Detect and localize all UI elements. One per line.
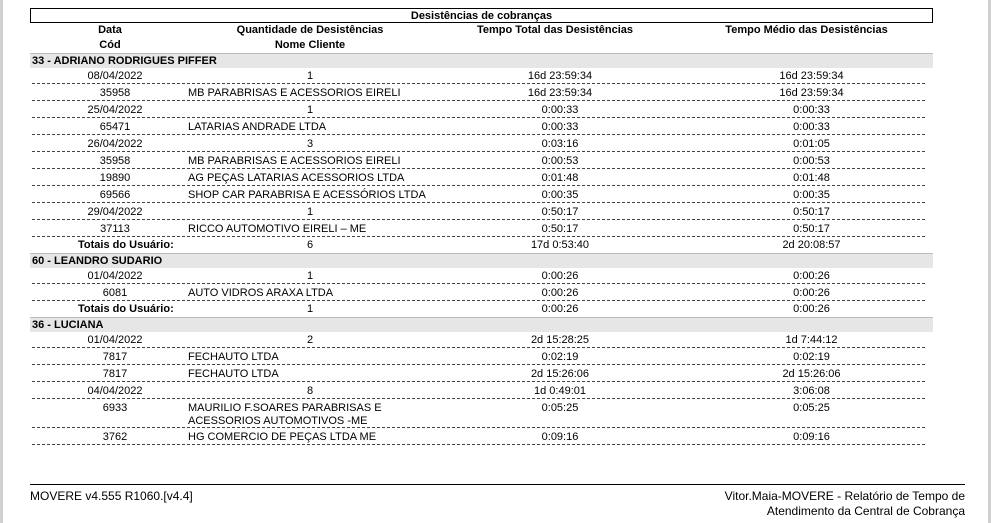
date-summary-row (30, 204, 933, 221)
date-summary-row (30, 383, 933, 400)
client-total-time: 0:00:26 (541, 287, 579, 299)
row-average-time: 0:01:05 (793, 138, 830, 150)
row-average-time: 0:00:33 (793, 104, 830, 116)
client-row (30, 170, 933, 187)
client-total-time: 2d 15:26:06 (530, 368, 590, 380)
row-total-time: 0:00:26 (541, 270, 579, 282)
row-date: 01/04/2022 (87, 334, 143, 346)
user-totals-row (30, 302, 933, 317)
totals-quantity: 1 (306, 303, 314, 315)
row-date: 25/04/2022 (87, 104, 143, 116)
client-name: MAURILIO F.SOARES PARABRISAS E ACESSORIOS AUTOMOTIVOS -ME (188, 402, 382, 427)
client-total-time: 0:09:16 (541, 431, 579, 443)
client-total-time: 0:01:48 (541, 172, 579, 184)
row-average-time: 0:50:17 (793, 206, 830, 218)
header-quantidade: Quantidade de Desistências (236, 24, 384, 36)
client-total-time: 0:02:19 (541, 351, 579, 363)
header-tempo-medio: Tempo Médio das Desistências (725, 24, 888, 36)
row-quantity: 1 (306, 70, 314, 82)
row-average-time: 1d 7:44:12 (785, 334, 838, 346)
client-row (30, 221, 933, 238)
totals-label: Totais do Usuário: (78, 239, 174, 251)
client-name: AUTO VIDROS ARAXA LTDA (188, 287, 334, 299)
row-date: 26/04/2022 (87, 138, 143, 150)
column-header-row-2 (30, 38, 933, 53)
user-group-header: 33 - ADRIANO RODRIGUES PIFFER (30, 53, 933, 68)
row-total-time: 0:00:33 (541, 104, 579, 116)
row-date: 08/04/2022 (87, 70, 143, 82)
client-average-time: 16d 23:59:34 (779, 87, 844, 99)
header-cod: Cód (99, 39, 121, 51)
totals-label: Totais do Usuário: (78, 303, 174, 315)
client-row (30, 85, 933, 102)
client-row (30, 187, 933, 204)
column-header-row-1 (30, 23, 933, 38)
client-average-time: 0:09:16 (793, 431, 830, 443)
client-name: MB PARABRISAS E ACESSORIOS EIRELI (188, 155, 401, 167)
row-total-time: 0:50:17 (541, 206, 579, 218)
client-row (30, 119, 933, 136)
footer-info-line-1: Vitor.Maia-MOVERE - Relatório de Tempo de (724, 489, 965, 503)
client-row (30, 153, 933, 170)
client-average-time: 0:00:33 (793, 121, 830, 133)
row-quantity: 1 (306, 104, 314, 116)
row-average-time: 16d 23:59:34 (779, 70, 844, 82)
row-quantity: 1 (306, 270, 314, 282)
row-date: 04/04/2022 (87, 385, 143, 397)
row-date: 29/04/2022 (87, 206, 143, 218)
client-row (30, 400, 933, 429)
client-average-time: 0:00:26 (793, 287, 830, 299)
client-row (30, 429, 933, 446)
client-row (30, 285, 933, 302)
client-code: 7817 (102, 351, 128, 363)
date-summary-row (30, 268, 933, 285)
header-data: Data (98, 24, 122, 36)
client-total-time: 0:00:53 (541, 155, 579, 167)
client-total-time: 0:50:17 (541, 223, 579, 235)
client-code: 65471 (99, 121, 131, 133)
footer-info-line-2: Atendimento da Central de Cobrança (766, 504, 965, 518)
user-group-header: 60 - LEANDRO SUDARIO (30, 253, 933, 268)
row-total-time: 1d 0:49:01 (534, 385, 586, 397)
client-code: 19890 (99, 172, 131, 184)
row-quantity: 1 (306, 206, 314, 218)
client-name: FECHAUTO LTDA (188, 368, 279, 380)
row-average-time: 0:00:26 (793, 270, 830, 282)
footer-report-info (665, 489, 965, 519)
client-code: 37113 (100, 223, 130, 235)
client-average-time: 0:50:17 (793, 223, 830, 235)
client-code: 3762 (102, 431, 128, 443)
totals-total-time: 0:00:26 (541, 303, 579, 315)
client-name: RICCO AUTOMOTIVO EIRELI – ME (188, 223, 367, 235)
row-quantity: 8 (306, 385, 314, 397)
header-tempo-total: Tempo Total das Desistências (476, 24, 634, 36)
row-date: 01/04/2022 (87, 270, 143, 282)
client-average-time: 0:00:53 (793, 155, 830, 167)
row-quantity: 2 (306, 334, 314, 346)
client-total-time: 0:05:25 (541, 402, 579, 414)
date-summary-row (30, 68, 933, 85)
client-average-time: 0:01:48 (793, 172, 830, 184)
client-average-time: 0:05:25 (793, 402, 830, 414)
report-body (30, 53, 933, 446)
client-total-time: 16d 23:59:34 (527, 87, 593, 99)
totals-average-time: 2d 20:08:57 (782, 239, 841, 251)
footer-version: MOVERE v4.555 R1060.[v4.4] (30, 489, 193, 503)
date-summary-row (30, 102, 933, 119)
client-name: AG PEÇAS LATARIAS ACESSORIOS LTDA (188, 172, 405, 184)
totals-quantity: 6 (306, 239, 314, 251)
client-name: MB PARABRISAS E ACESSORIOS EIRELI (188, 87, 401, 99)
user-totals-row (30, 238, 933, 253)
client-average-time: 2d 15:26:06 (782, 368, 841, 380)
client-code: 6081 (102, 287, 128, 299)
client-row (30, 366, 933, 383)
row-total-time: 16d 23:59:34 (527, 70, 593, 82)
client-average-time: 0:02:19 (793, 351, 830, 363)
client-name: FECHAUTO LTDA (188, 351, 279, 363)
client-total-time: 0:00:33 (541, 121, 579, 133)
row-total-time: 0:03:16 (541, 138, 579, 150)
report-title: Desistências de cobranças (30, 8, 933, 23)
row-average-time: 3:06:08 (793, 385, 830, 397)
client-code: 6933 (102, 402, 128, 414)
client-code: 7817 (102, 368, 128, 380)
totals-total-time: 17d 0:53:40 (530, 239, 590, 251)
client-row (30, 349, 933, 366)
row-quantity: 3 (306, 138, 314, 150)
row-total-time: 2d 15:28:25 (530, 334, 590, 346)
footer-divider (30, 484, 965, 485)
date-summary-row (30, 332, 933, 349)
totals-average-time: 0:00:26 (793, 303, 830, 315)
header-nome-cliente: Nome Cliente (274, 39, 346, 51)
client-total-time: 0:00:35 (541, 189, 579, 201)
client-code: 69566 (99, 189, 131, 201)
user-group-header: 36 - LUCIANA (30, 317, 933, 332)
report (30, 8, 933, 446)
client-average-time: 0:00:35 (793, 189, 830, 201)
client-code: 35958 (99, 155, 131, 167)
client-name: HG COMERCIO DE PEÇAS LTDA ME (188, 431, 377, 443)
client-name: SHOP CAR PARABRISA E ACESSÓRIOS LTDA (188, 189, 426, 201)
date-summary-row (30, 136, 933, 153)
client-name: LATARIAS ANDRADE LTDA (188, 121, 327, 133)
page-edge-left (0, 0, 3, 523)
client-code: 35958 (99, 87, 131, 99)
